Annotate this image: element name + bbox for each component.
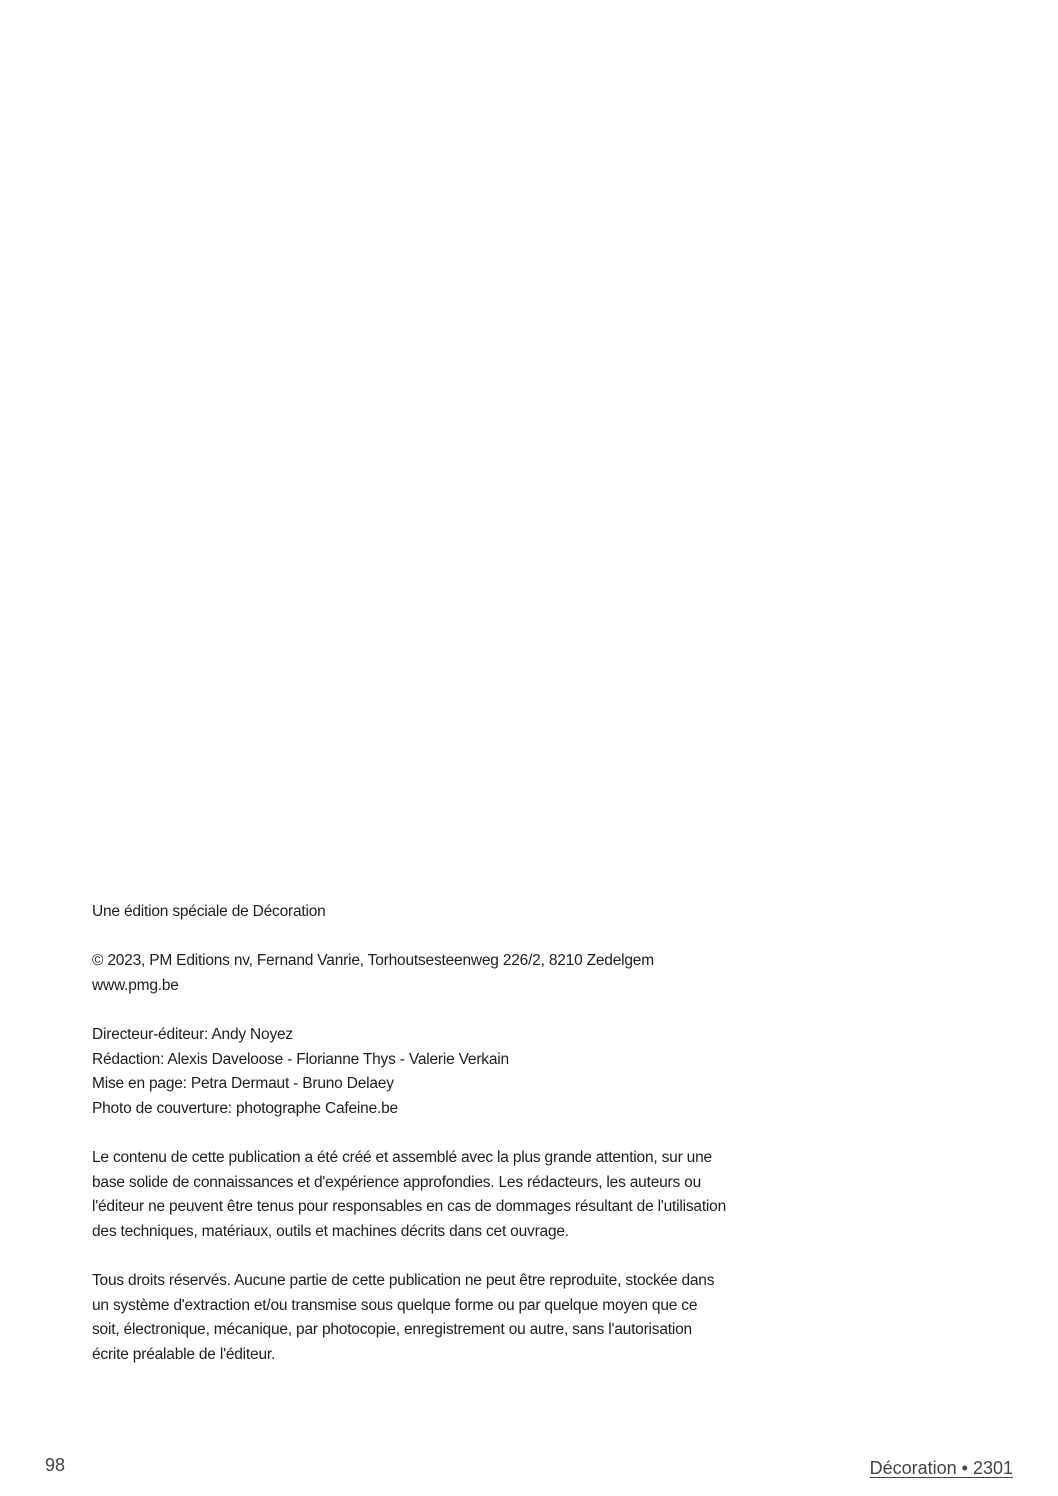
disclaimer-paragraph [92,1146,772,1244]
credit-editors: Rédaction: Alexis Daveloose - Florianne Thys - Valerie Verkain [92,1050,509,1068]
rights-line: Tous droits réservés. Aucune partie de cette publication ne peut être reproduite, stockée dans [92,1271,715,1289]
credit-layout: Mise en page: Petra Dermaut - Bruno Delaey [92,1075,394,1093]
rights-line: écrite préalable de l'éditeur. [92,1345,276,1363]
credit-director: Directeur-éditeur: Andy Noyez [92,1025,293,1043]
disclaimer-line: des techniques, matériaux, outils et machines décrits dans cet ouvrage. [92,1222,569,1240]
disclaimer-line: l'éditeur ne peuvent être tenus pour responsables en cas de dommages résultant de l'utilisation [92,1198,727,1216]
website-link[interactable]: www.pmg.be [92,976,179,994]
disclaimer-line: Le contenu de cette publication a été créé et assemblé avec la plus grande attention, sur une [92,1148,712,1166]
page-number: 98 [45,1455,66,1475]
rights-line: soit, électronique, mécanique, par photocopie, enregistrement ou autre, sans l'autorisation [92,1321,692,1339]
intro-text: Une édition spéciale de Décoration [92,903,326,920]
copyright-paragraph [92,949,772,998]
credit-cover-photo: Photo de couverture: photographe Cafeine.be [92,1099,398,1117]
credits-paragraph [92,1023,772,1121]
copyright-text: © 2023, PM Editions nv, Fernand Vanrie, Torhoutsesteenweg 226/2, 8210 Zedelgem [92,952,654,970]
intro-paragraph [92,900,772,925]
rights-line: un système d'extraction et/ou transmise sous quelque forme ou par quelque moyen que ce [92,1296,698,1314]
disclaimer-line: base solide de connaissances et d'expérience approfondies. Les rédacteurs, les auteurs ou [92,1173,702,1191]
rights-paragraph [92,1269,772,1367]
colophon [92,900,772,1392]
publication-footer-link[interactable]: Décoration • 2301 [869,1458,1013,1478]
